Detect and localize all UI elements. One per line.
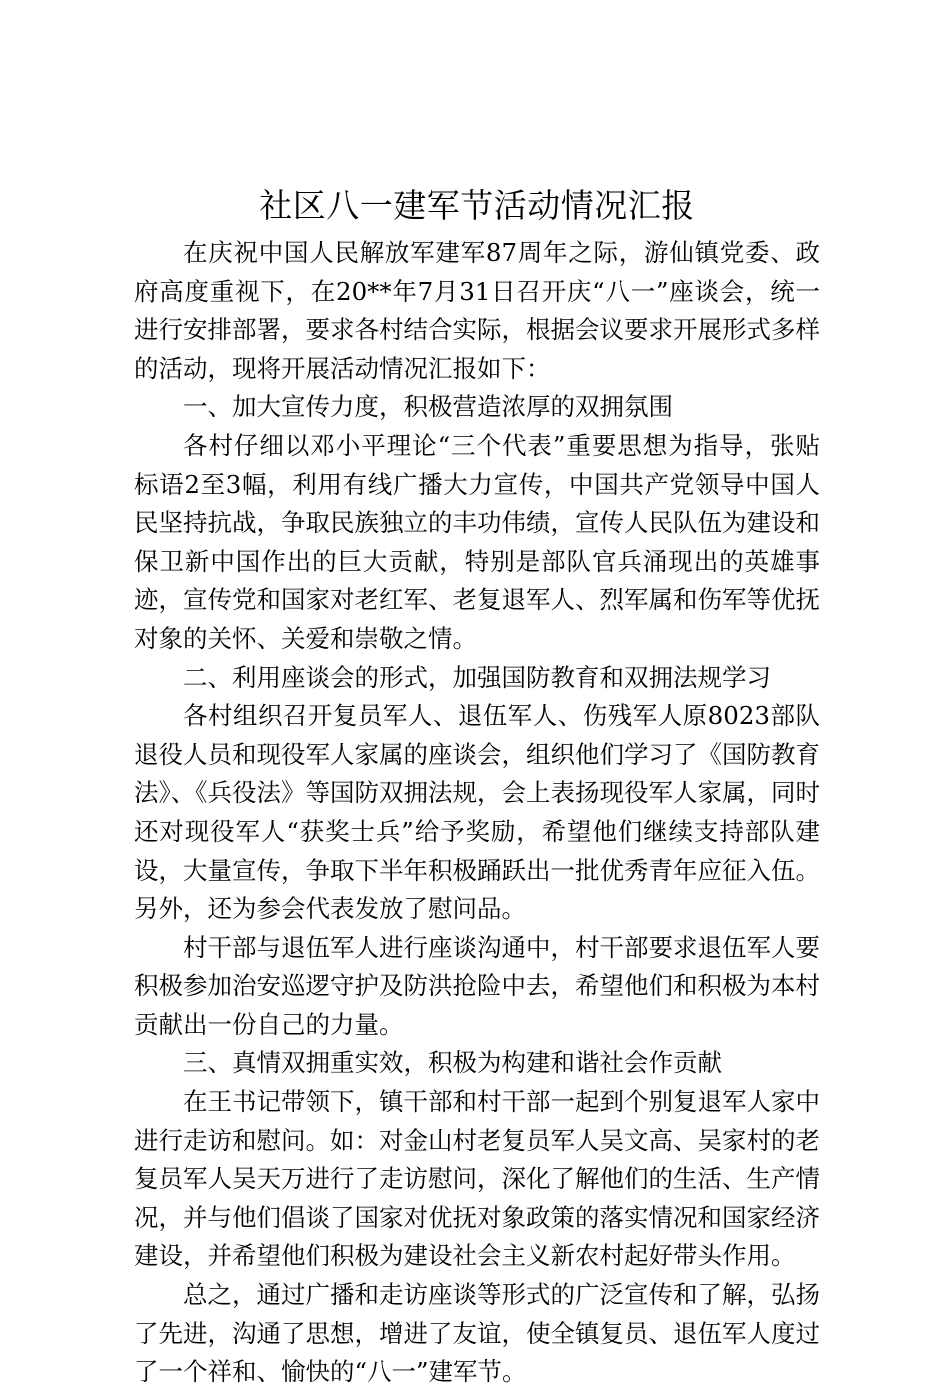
conclusion-paragraph: 总之，通过广播和走访座谈等形式的广泛宣传和了解，弘扬了先进，沟通了思想，增进了友谊，使全镇复员、退伍军人度过了一个祥和、愉快的“八一”建军节。 — [134, 1280, 820, 1387]
document-title: 社区八一建军节活动情况汇报 — [259, 186, 695, 225]
section-1-paragraph: 各村仔细以邓小平理论“三个代表”重要思想为指导，张贴标语2至3幅，利用有线广播大力宣传，中国共产党领导中国人民坚持抗战，争取民族独立的丰功伟绩，宣传人民队伍为建设和保卫新中国作出的巨大贡献，特别是部队官兵涌现出的英雄事迹，宣传党和国家对老红军、老复退军人、烈军属和伤军等优抚对象的关怀、关爱和崇敬之情。 — [134, 430, 820, 653]
intro-paragraph: 在庆祝中国人民解放军建军87周年之际，游仙镇党委、政府高度重视下，在20**年7月31日召开庆“八一”座谈会，统一进行安排部署，要求各村结合实际，根据会议要求开展形式多样的活动，现将开展活动情况汇报如下： — [134, 238, 820, 383]
document-page — [134, 178, 820, 1392]
section-heading-2: 二、利用座谈会的形式，加强国防教育和双拥法规学习 — [183, 662, 771, 692]
section-heading-3: 三、真情双拥重实效，积极为构建和谐社会作贡献 — [183, 1048, 722, 1078]
section-2-paragraph-2: 村干部与退伍军人进行座谈沟通中，村干部要求退伍军人要积极参加治安巡逻守护及防洪抢险中去，希望他们和积极为本村贡献出一份自己的力量。 — [134, 932, 820, 1039]
section-heading-1: 一、加大宣传力度，积极营造浓厚的双拥氛围 — [183, 392, 673, 422]
section-3-paragraph: 在王书记带领下，镇干部和村干部一起到个别复退军人家中进行走访和慰问。如：对金山村老复员军人吴文高、吴家村的老复员军人吴天万进行了走访慰问，深化了解他们的生活、生产情况，并与他们倡谈了国家对优抚对象政策的落实情况和国家经济建设，并希望他们积极为建设社会主义新农村起好带头作用。 — [134, 1087, 820, 1271]
section-2-paragraph-1: 各村组织召开复员军人、退伍军人、伤残军人原8023部队退役人员和现役军人家属的座谈会，组织他们学习了《国防教育法》、《兵役法》等国防双拥法规，会上表扬现役军人家属，同时还对现役军人“获奖士兵”给予奖励，希望他们继续支持部队建设，大量宣传，争取下半年积极踊跃出一批优秀青年应征入伍。另外，还为参会代表发放了慰问品。 — [134, 701, 820, 924]
